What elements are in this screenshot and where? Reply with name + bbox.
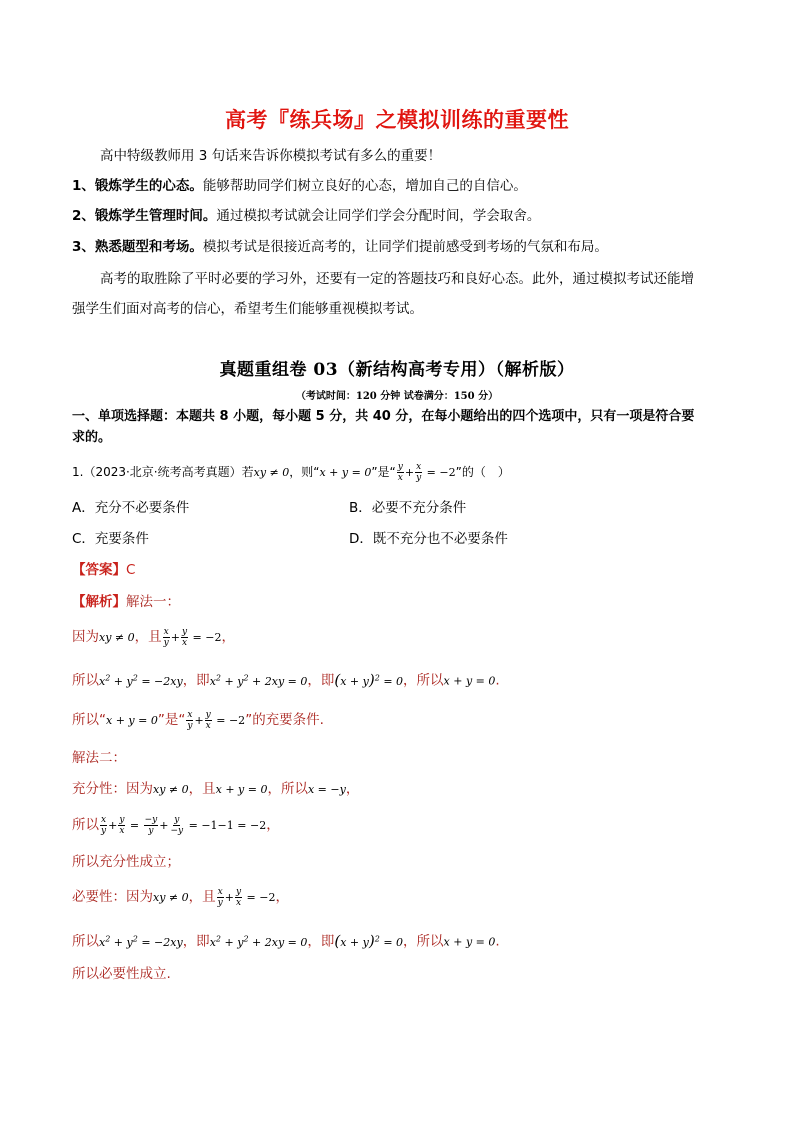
option-d: D．既不充分也不必要条件 (349, 531, 508, 547)
method1-conclusion: 所以“x + y = 0”是“ $\frac{x}{y}$ + $\frac{y}{x}$ = −2”的充要条件. (72, 709, 324, 731)
option-c: C．充要条件 (72, 531, 149, 547)
method1-line-2: 所以$x^2 + y^2 = -2xy$，即$x^2 + y^2 + 2xy = 0$，即$(x + y)^2 = 0$，所以x + y = 0. (72, 670, 500, 689)
option-b: B．必要不充分条件 (349, 500, 467, 516)
sufficiency-done: 所以充分性成立； (72, 854, 180, 870)
section-heading-line-1: 一、单项选择题：本题共 8 小题，每小题 5 分，共 40 分，在每小题给出的四个选项中，只有一项是符合要 (72, 409, 695, 424)
page-title: 高考『练兵场』之模拟训练的重要性 (225, 108, 569, 132)
sufficiency-line-1: 充分性：因为xy ≠ 0，且x + y = 0，所以x = −y， (72, 781, 360, 797)
document-title: 真题重组卷 03（新结构高考专用）（解析版） (219, 360, 575, 380)
question-1-stem: 1.（2023·北京·统考高考真题）若xy ≠ 0，则“x + y = 0”是“ $\frac{y}{x}$ + $\frac{x}{y}$ = −2”的（ ） (72, 462, 510, 483)
point-2: 2、锻炼学生管理时间。通过模拟考试就会让同学们学会分配时间，学会取舍。 (72, 208, 541, 224)
method1-line-1: 因为xy ≠ 0，且 $\frac{x}{y}$ + $\frac{y}{x}$ = −2， (72, 626, 235, 648)
point-3: 3、熟悉题型和考场。模拟考试是很接近高考的，让同学们提前感受到考场的气氛和布局。 (72, 239, 608, 255)
sufficiency-line-2: 所以 $\frac{x}{y}$ + $\frac{y}{x}$ = $\frac{-y}{y}$ + $\frac{y}{-y}$ = −1−1 = −2， (72, 814, 280, 836)
closing-line-2: 强学生们面对高考的信心，希望考生们能够重视模拟考试。 (72, 301, 423, 317)
answer-line: 【答案】C (72, 562, 136, 578)
necessity-line-1: 必要性：因为xy ≠ 0，且 $\frac{x}{y}$ + $\frac{y}{x}$ = −2， (72, 886, 289, 908)
analysis-heading: 【解析】解法一： (72, 594, 180, 610)
closing-line-1: 高考的取胜除了平时必要的学习外，还要有一定的答题技巧和良好心态。此外，通过模拟考试还能增 (100, 271, 694, 287)
point-1: 1、锻炼学生的心态。能够帮助同学们树立良好的心态，增加自己的自信心。 (72, 178, 527, 194)
method2-heading: 解法二： (72, 750, 126, 766)
necessity-done: 所以必要性成立. (72, 966, 171, 982)
intro-text: 高中特级教师用 3 句话来告诉你模拟考试有多么的重要！ (100, 148, 442, 164)
section-heading-line-2: 求的。 (72, 430, 112, 445)
option-a: A．充分不必要条件 (72, 500, 190, 516)
exam-info: （考试时间：120 分钟 试卷满分：150 分） (295, 391, 499, 402)
necessity-line-2: 所以$x^2 + y^2 = -2xy$，即$x^2 + y^2 + 2xy = 0$，即$(x + y)^2 = 0$，所以x + y = 0. (72, 931, 500, 950)
